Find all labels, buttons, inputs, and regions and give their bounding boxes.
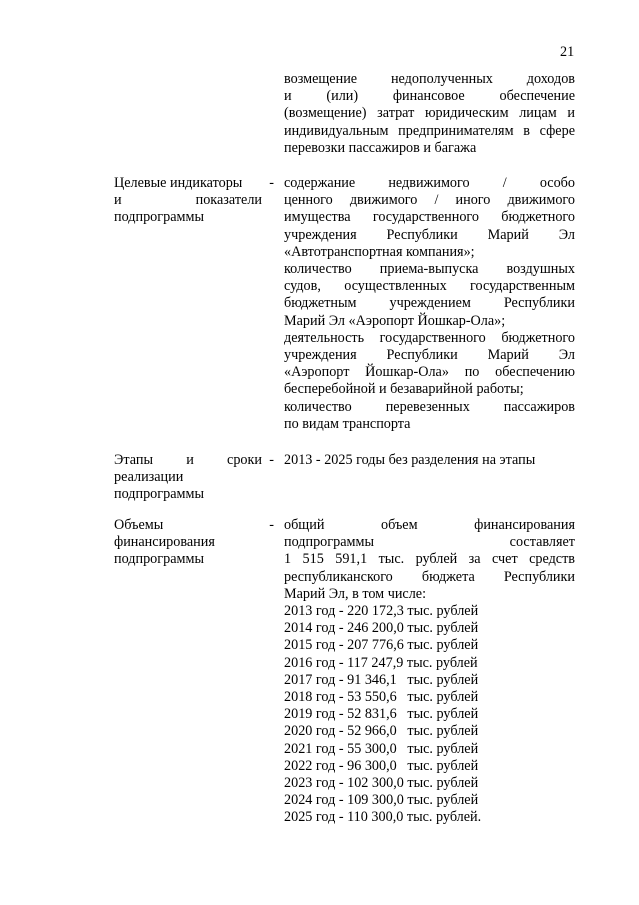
value-line: ценного движимого / иного движимого <box>284 192 575 209</box>
label-line: Объемы <box>114 517 164 533</box>
value-line: учреждения Республики Марий Эл <box>284 226 575 243</box>
funding-year-line: 2014 год - 246 200,0 тыс. рублей <box>284 620 479 637</box>
value-line: учреждения Республики Марий Эл <box>284 347 575 364</box>
value-line: по видам транспорта <box>284 415 411 432</box>
section-dash: - <box>269 175 274 191</box>
section-dash: - <box>269 452 274 468</box>
funding-year-line: 2013 год - 220 172,3 тыс. рублей <box>284 603 479 620</box>
section-value <box>284 175 575 433</box>
continuation-line: и (или) финансовое обеспечение <box>284 88 575 105</box>
label-line: и показатели <box>114 192 262 209</box>
label-line: финансирования <box>114 534 215 551</box>
funding-year-line: 2019 год - 52 831,6 тыс. рублей <box>284 706 479 723</box>
value-line: подпрограммы составляет <box>284 534 575 551</box>
value-line: республиканского бюджета Республики <box>284 568 575 585</box>
section-label <box>114 175 274 227</box>
continuation-line: перевозки пассажиров и багажа <box>284 139 477 156</box>
section-value <box>284 452 575 469</box>
value-line: судов, осуществленных государственным <box>284 278 575 295</box>
section-label <box>114 517 274 569</box>
value-line: общий объем финансирования <box>284 517 575 533</box>
value-line: «Автотранспортная компания»; <box>284 243 475 260</box>
value-line: бюджетным учреждением Республики <box>284 295 575 312</box>
funding-year-line: 2021 год - 55 300,0 тыс. рублей <box>284 740 479 757</box>
funding-year-line: 2024 год - 109 300,0 тыс. рублей <box>284 792 479 809</box>
funding-year-line: 2022 год - 96 300,0 тыс. рублей <box>284 757 479 774</box>
value-line: «Аэропорт Йошкар-Ола» по обеспечению <box>284 364 575 381</box>
funding-year-line: 2023 год - 102 300,0 тыс. рублей <box>284 775 479 792</box>
continuation-line: возмещение недополученных доходов <box>284 71 575 87</box>
section-value <box>284 517 575 827</box>
label-line: Целевые индикаторы <box>114 175 243 191</box>
value-line: Марий Эл «Аэропорт Йошкар-Ола»; <box>284 312 506 329</box>
continuation-line: индивидуальным предпринимателям в сфере <box>284 122 575 139</box>
label-line: подпрограммы <box>114 209 204 226</box>
funding-year-line: 2015 год - 207 776,6 тыс. рублей <box>284 637 479 654</box>
label-line: реализации <box>114 469 184 486</box>
value-line: имущества государственного бюджетного <box>284 209 575 226</box>
funding-year-line: 2017 год - 91 346,1 тыс. рублей <box>284 671 479 688</box>
value-line: 2013 - 2025 годы без разделения на этапы <box>284 452 536 468</box>
continuation-text <box>284 71 575 157</box>
funding-year-line: 2025 год - 110 300,0 тыс. рублей. <box>284 809 482 826</box>
funding-year-line: 2018 год - 53 550,6 тыс. рублей <box>284 689 479 706</box>
value-line: 1 515 591,1 тыс. рублей за счет средств <box>284 551 575 568</box>
value-line: деятельность государственного бюджетного <box>284 329 575 346</box>
section-label <box>114 452 274 504</box>
section-dash: - <box>269 517 274 533</box>
value-line: Марий Эл, в том числе: <box>284 585 427 602</box>
label-line: подпрограммы <box>114 486 204 503</box>
continuation-line: (возмещение) затрат юридическим лицам и <box>284 105 575 122</box>
value-line: бесперебойной и безаварийной работы; <box>284 381 524 398</box>
label-line: подпрограммы <box>114 551 204 568</box>
value-line: количество перевезенных пассажиров <box>284 398 575 415</box>
value-line: количество приема-выпуска воздушных <box>284 261 575 278</box>
value-line: содержание недвижимого / особо <box>284 175 575 191</box>
funding-year-line: 2016 год - 117 247,9 тыс. рублей <box>284 654 478 671</box>
funding-year-line: 2020 год - 52 966,0 тыс. рублей <box>284 723 479 740</box>
page-number: 21 <box>560 44 575 60</box>
label-line: Этапы и сроки <box>114 452 262 468</box>
